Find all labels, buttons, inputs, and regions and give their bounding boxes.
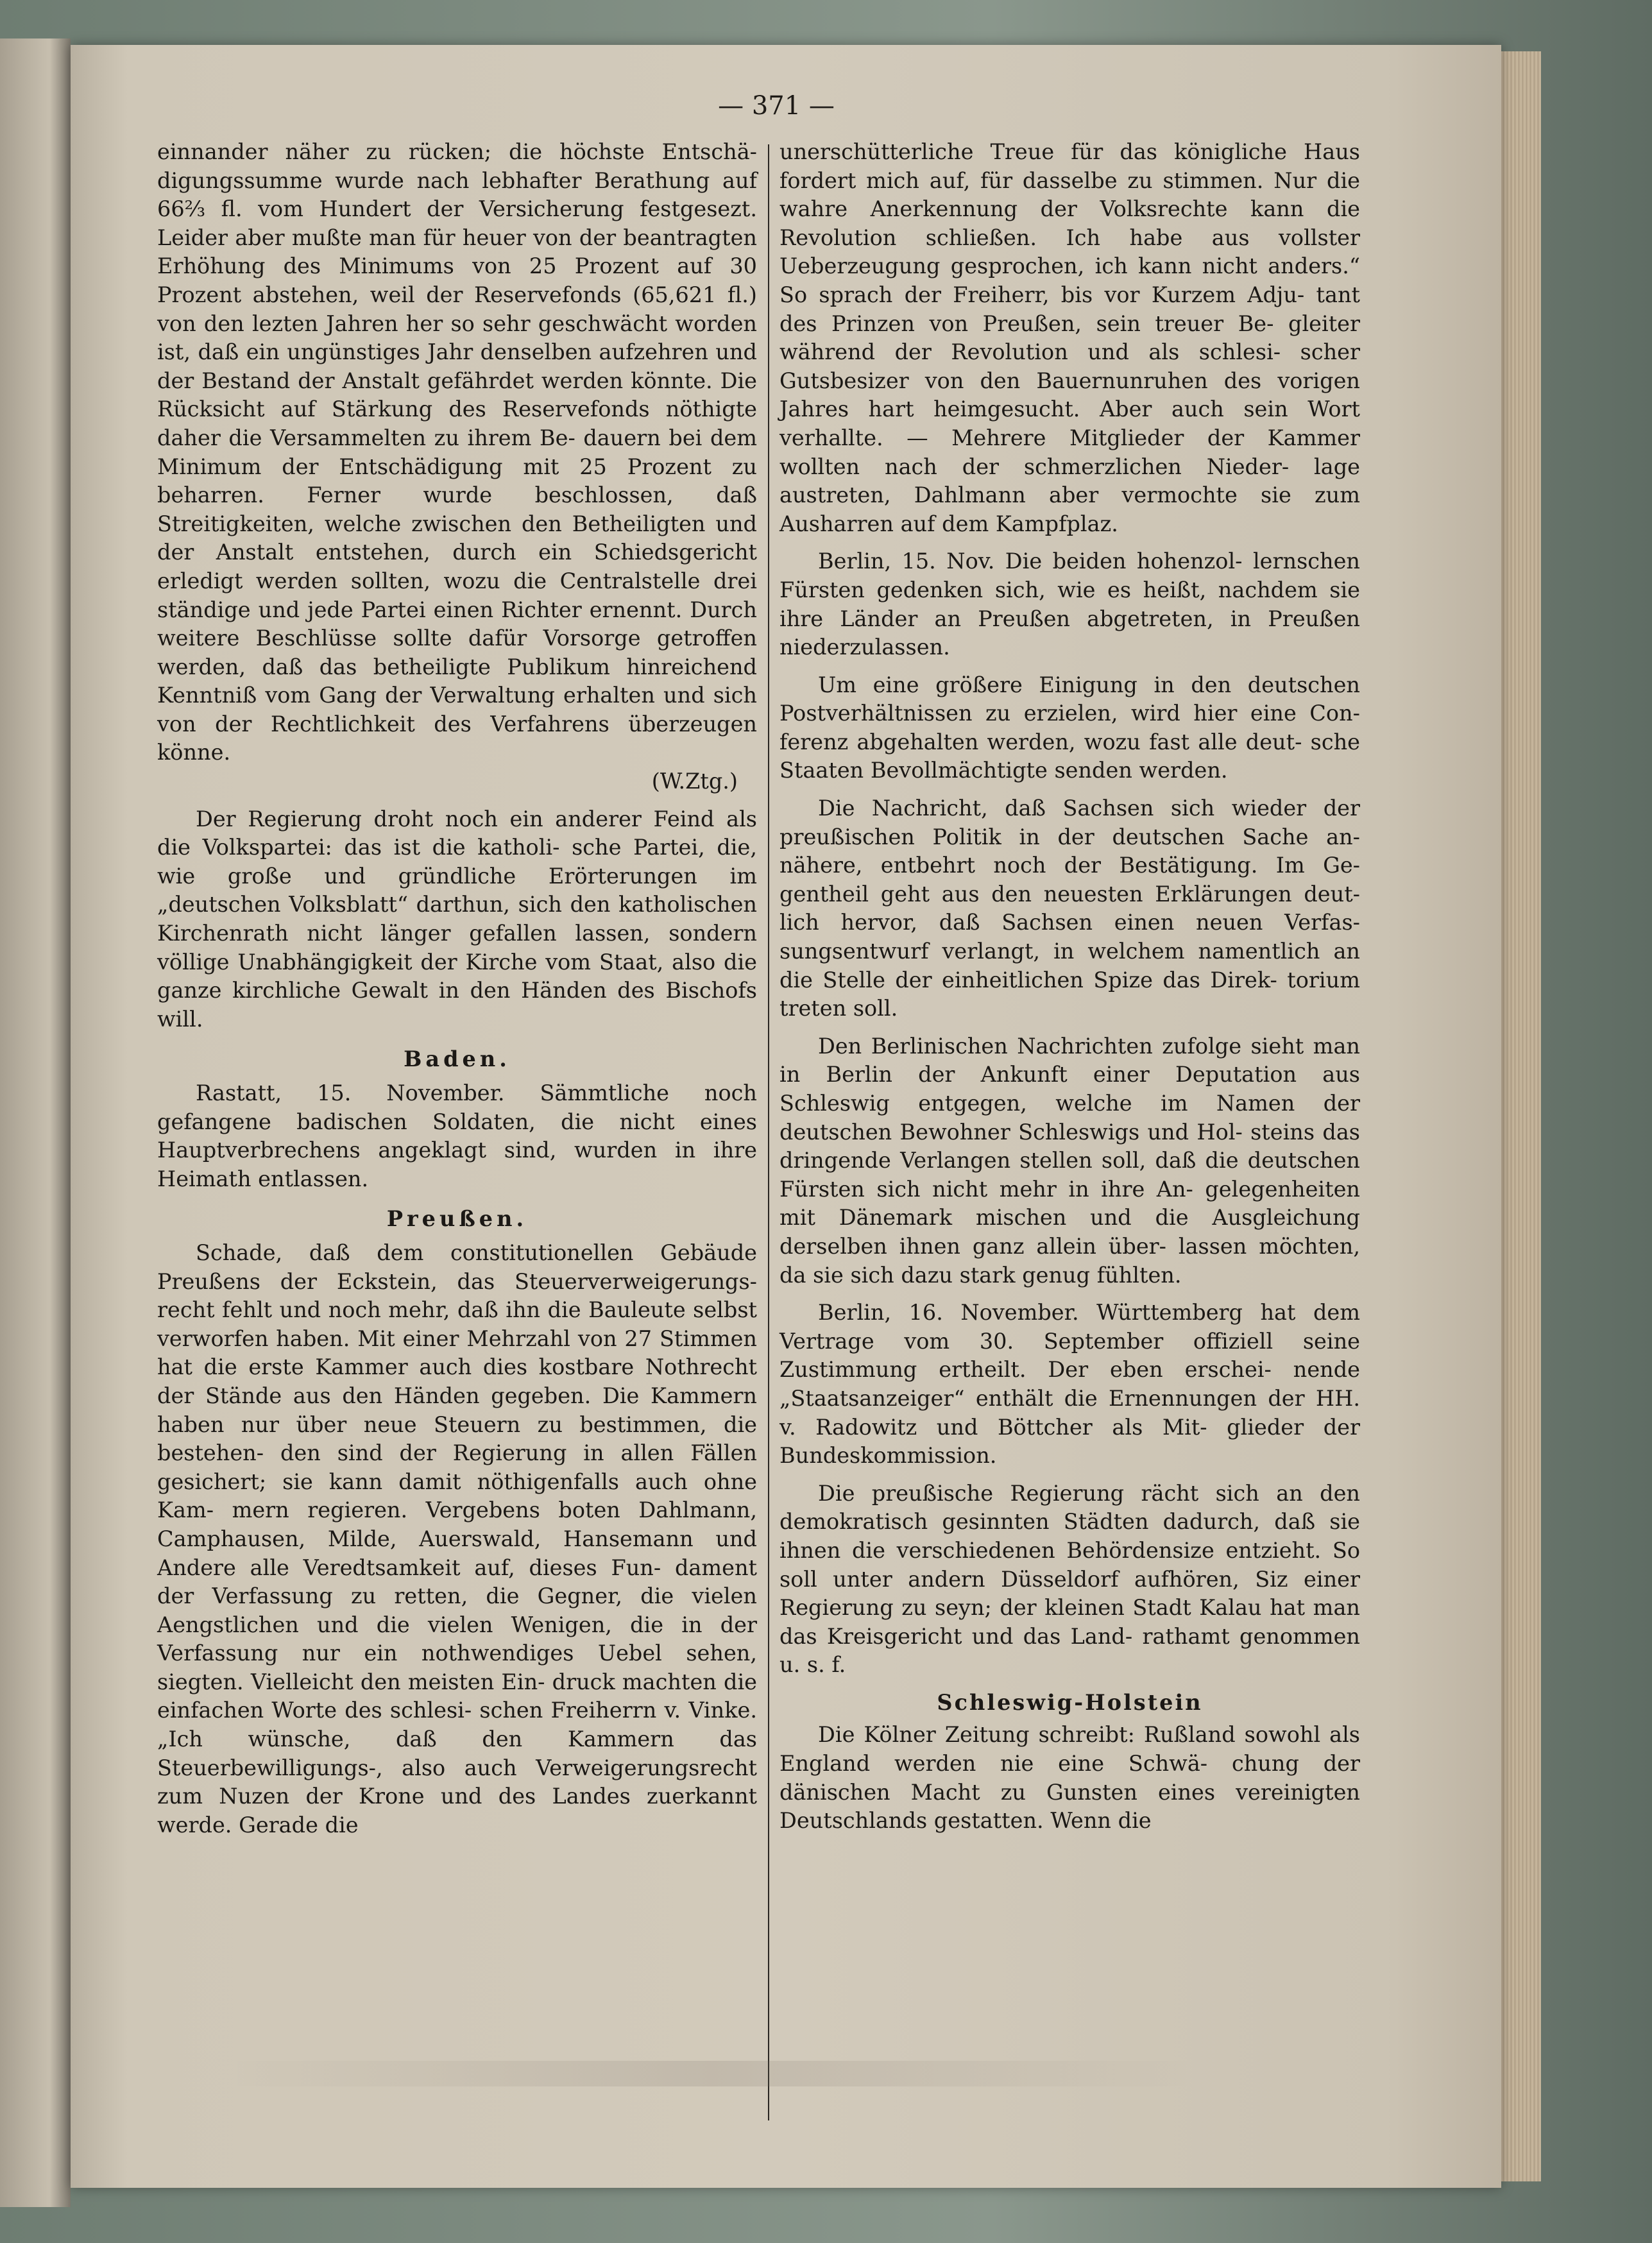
- page-edges: [1495, 51, 1541, 2181]
- bleed-through-text: [231, 2061, 1193, 2086]
- section-heading-baden: Baden.: [404, 1046, 511, 1072]
- left-column: [157, 138, 757, 1839]
- right-paragraph-8: Die Kölner Zeitung schreibt: Rußland sowohl als England werden nie eine Schwä- chung der dänischen Macht zu Gunsten eines vereinigten Deutschlands gestatten. Wenn die: [779, 1722, 1360, 1834]
- right-paragraph-5: Den Berlinischen Nachrichten zufolge sieht man in Berlin der Ankunft einer Deputation aus Schleswig entgegen, welche im Namen der deutschen Bewohner Schleswigs und Hol- steins das dringende Verlangen stellen soll, daß die deutschen Fürsten sich nicht mehr in ihre An- gelegenheiten mit Dänemark mischen und die Ausgleichung derselben ihnen ganz allein über- lassen möchten, da sie sich dazu stark genug fühlten.: [779, 1033, 1360, 1288]
- right-paragraph-4: Die Nachricht, daß Sachsen sich wieder der preußischen Politik in der deutschen Sache an- nähere, entbehrt noch der Bestätigung. Im Ge- gentheil geht aus den neuesten Erklärungen deut- lich hervor, daß Sachsen einen neuen Verfas- sungsentwurf verlangt, in welchem namentlich an die Stelle der einheitlichen Spize das Direk- torium treten soll.: [779, 796, 1360, 1021]
- left-paragraph-1: einnander näher zu rücken; die höchste Entschä- digungssumme wurde nach lebhafter Berathung auf 66⅔ fl. vom Hundert der Versicherung festgesezt. Leider aber mußte man für heuer von der beantragten Erhöhung des Minimums von 25 Prozent auf 30 Prozent abstehen, weil der Reservefonds (65,621 fl.) von den lezten Jahren her so sehr geschwächt worden ist, daß ein ungünstiges Jahr denselben aufzehren und der Bestand der Anstalt gefährdet werden könnte. Die Rücksicht auf Stärkung des Reservefonds nöthigte daher die Versammelten zu ihrem Be- dauern bei dem Minimum der Entschädigung mit 25 Prozent zu beharren. Ferner wurde beschlossen, daß Streitigkeiten, welche zwischen den Betheiligten und der Anstalt entstehen, durch ein Schiedsgericht erledigt werden sollten, wozu die Centralstelle drei ständige und jede Partei einen Richter ernennt. Durch weitere Beschlüsse sollte dafür Vorsorge getroffen werden, daß das betheiligte Publikum hinreichend Kenntniß vom Gang der Verwaltung erhalten und sich von der Rechtlichkeit des Verfahrens überzeugen könne.: [157, 139, 757, 765]
- right-paragraph-6: Berlin, 16. November. Württemberg hat dem Vertrage vom 30. September offiziell seine Zustimmung ertheilt. Der eben erschei- nende „Staatsanzeiger“ enthält die Ernennungen der HH. v. Radowitz und Böttcher als Mit- glieder der Bundeskommission.: [779, 1300, 1360, 1469]
- right-paragraph-7: Die preußische Regierung rächt sich an den demokratisch gesinnten Städten dadurch, daß sie ihnen die verschiedenen Behördensize entzieht. So soll unter andern Düsseldorf aufhören, Siz einer Regierung zu seyn; der kleinen Stadt Kalau hat man das Kreisgericht und das Land- rathamt genommen u. s. f.: [779, 1480, 1360, 1678]
- right-column: [779, 138, 1360, 1836]
- source-citation: (W.Ztg.): [651, 769, 738, 794]
- left-page-margin: [0, 38, 71, 2207]
- page-number: — 371 —: [718, 91, 835, 121]
- right-paragraph-1: unerschütterliche Treue für das königliche Haus fordert mich auf, für dasselbe zu stimmen. Nur die wahre Anerkennung der Volksrechte kann die Revolution schließen. Ich habe aus vollster Ueberzeugung gesprochen, ich kann nicht anders.“ So sprach der Freiherr, bis vor Kurzem Adju- tant des Prinzen von Preußen, sein treuer Be- gleiter während der Revolution und als schlesi- scher Gutsbesizer von den Bauernunruhen des vorigen Jahres hart heimgesucht. Aber auch sein Wort verhallte. — Mehrere Mitglieder der Kammer wollten nach der schmerzlichen Nieder- lage austreten, Dahlmann aber vermochte sie zum Ausharren auf dem Kampfplaz.: [779, 139, 1360, 536]
- right-paragraph-2: Berlin, 15. Nov. Die beiden hohenzol- lernschen Fürsten gedenken sich, wie es heißt, nachdem sie ihre Länder an Preußen abgetreten, in Preußen niederzulassen.: [779, 549, 1360, 660]
- section-heading-schleswig-holstein: Schleswig-Holstein: [937, 1689, 1203, 1715]
- left-paragraph-4: Schade, daß dem constitutionellen Gebäude Preußens der Eckstein, das Steuerverweigerungs- recht fehlt und noch mehr, daß ihn die Bauleute selbst verworfen haben. Mit einer Mehrzahl von 27 Stimmen hat die erste Kammer auch dies kostbare Nothrecht der Stände aus den Händen gegeben. Die Kammern haben nur über neue Steuern zu bestimmen, die bestehen- den sind der Regierung in allen Fällen gesichert; sie kann damit nöthigenfalls auch ohne Kam- mern regieren. Vergebens boten Dahlmann, Camphausen, Milde, Auerswald, Hansemann und Andere alle Veredtsamkeit auf, dieses Fun- dament der Verfassung zu retten, die Gegner, die vielen Aengstlichen und die vielen Wenigen, die in der Verfassung nur ein nothwendiges Uebel sehen, siegten. Vielleicht den meisten Ein- druck machten die einfachen Worte des schlesi- schen Freiherrn v. Vinke. „Ich wünsche, daß den Kammern das Steuerbewilligungs-, also auch Verweigerungsrecht zum Nuzen der Krone und des Landes zuerkannt werde. Gerade die: [157, 1240, 757, 1838]
- right-paragraph-3: Um eine größere Einigung in den deutschen Postverhältnissen zu erzielen, wird hier eine Con- ferenz abgehalten werden, wozu fast alle deut- sche Staaten Bevollmächtigte senden werden.: [779, 672, 1360, 783]
- section-heading-preussen: Preußen.: [386, 1206, 528, 1232]
- column-divider: [768, 144, 769, 2120]
- left-paragraph-3: Rastatt, 15. November. Sämmtliche noch gefangene badischen Soldaten, die nicht eines Hauptverbrechens angeklagt sind, wurden in ihre Heimath entlassen.: [157, 1080, 757, 1191]
- left-paragraph-2: Der Regierung droht noch ein anderer Feind als die Volkspartei: das ist die katholi- sche Partei, die, wie große und gründliche Erörterungen im „deutschen Volksblatt“ darthun, sich den katholischen Kirchenrath nicht länger gefallen lassen, sondern völlige Unabhängigkeit der Kirche vom Staat, also die ganze kirchliche Gewalt in den Händen des Bischofs will.: [157, 806, 757, 1032]
